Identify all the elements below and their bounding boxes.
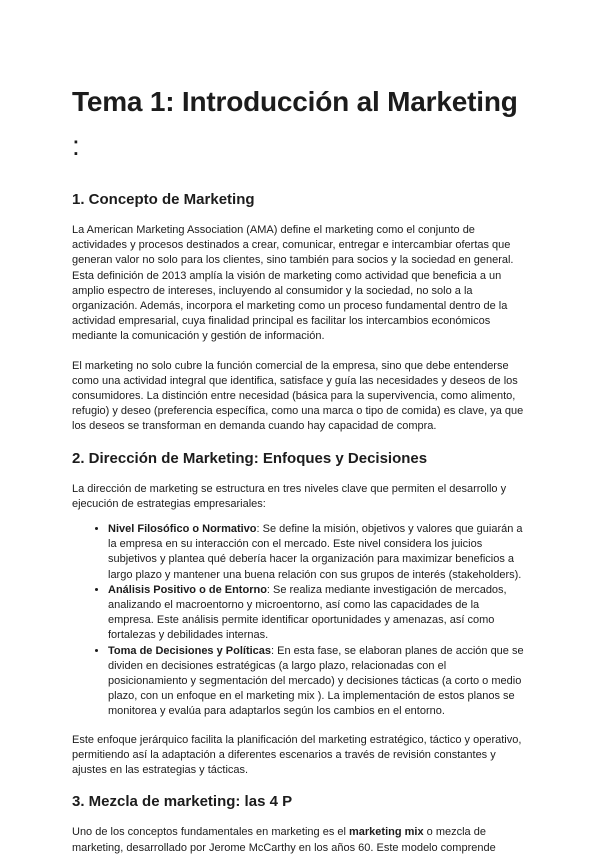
section-3-text-before: Uno de los conceptos fundamentales en marketing es el: [72, 826, 349, 839]
bullet-term: Análisis Positivo o de Entorno: [108, 583, 267, 596]
section-2-intro: La dirección de marketing se estructura en tres niveles clave que permiten el desarrollo y ejecución de estrategias empresariales:: [72, 482, 507, 510]
section-3-text-after: o mezcla de marketing, desarrollado por Jerome McCarthy en los años 60. Este modelo comprende: [72, 826, 496, 854]
section-2-heading: 2. Dirección de Marketing: Enfoques y Decisiones: [72, 449, 428, 467]
page-title: [72, 80, 528, 168]
bullet-term: Nivel Filosófico o Normativo: [108, 523, 257, 536]
bullet-text: : En esta fase, se elaboran planes de acción que se dividen en decisiones estratégicas (a largo plazo, relacionadas con el posicionamiento y segmentación del mercado) y decisiones tácticas (a corto o medio plazo, con un enfoque en el marketing mix ). La implementación de estos planos se monitorea y evalúa para adaptarlos según los cambios en el entorno.: [108, 644, 524, 718]
bullet-item: [108, 583, 528, 644]
section-3-paragraph: [72, 825, 528, 855]
page-title-text: Tema 1: Introducción al Marketing: [72, 86, 518, 117]
section-3-term: marketing mix: [349, 826, 424, 839]
section-3-heading: 3. Mezcla de marketing: las 4 P: [72, 793, 293, 811]
bullet-item: [108, 644, 528, 720]
section-2-bullet-list: [72, 522, 528, 720]
bullet-text: : Se realiza mediante investigación de mercados, analizando el macroentorno y microentorno, así como las capacidades de la empresa. Este análisis permite identificar oportunidades y amenazas, así como fortalezas y debilidades internas.: [108, 583, 507, 642]
section-2-outro: Este enfoque jerárquico facilita la planificación del marketing estratégico, táctico y operativo, permitiendo así la adaptación a diferentes escenarios a través de revisión constantes y ajustes en las estrategias y tácticas.: [72, 733, 522, 777]
section-1-heading: 1. Concepto de Marketing: [72, 191, 255, 208]
page-title-colon: :: [72, 130, 80, 161]
bullet-term: Toma de Decisiones y Políticas: [108, 644, 272, 657]
bullet-item: [108, 522, 528, 583]
section-1-paragraph-1: La American Marketing Association (AMA) define el marketing como el conjunto de actividades y procesos destinados a crear, comunicar, entregar e intercambiar ofertas que generan valor no solo para los clientes, sino también para socios y la sociedad en general. Esta definición de 2013 amplía la visión de marketing como actividad que beneficia a un amplio espectro de intereses, incluyendo al consumidor y la sociedad, no solo a la organización. Además, incorpora el marketing como un proceso fundamental dentro de la actividad empresarial, cuya finalidad principal es facilitar los intercambios económicos mediante la comunicación y gestión de información.: [72, 224, 514, 343]
bullet-text: : Se define la misión, objetivos y valores que guiarán a la empresa en su interacción con el mercado. Este nivel considera los juicios subjetivos y plantea qué debería hacer la organización para maximizar beneficios a largo plazo y mantener una buena relación con sus grupos de interés (stakeholders).: [108, 523, 523, 581]
section-1-paragraph-2: El marketing no solo cubre la función comercial de la empresa, sino que debe entenderse como una actividad integral que identifica, satisface y guía las necesidades y deseos de los consumidores. La distinción entre necesidad (básica para la supervivencia, como alimento, refugio) y deseo (preferencia específica, como una marca o tipo de comida) es clave, ya que los deseos se transforman en demanda cuando hay capacidad de compra.: [72, 359, 524, 433]
